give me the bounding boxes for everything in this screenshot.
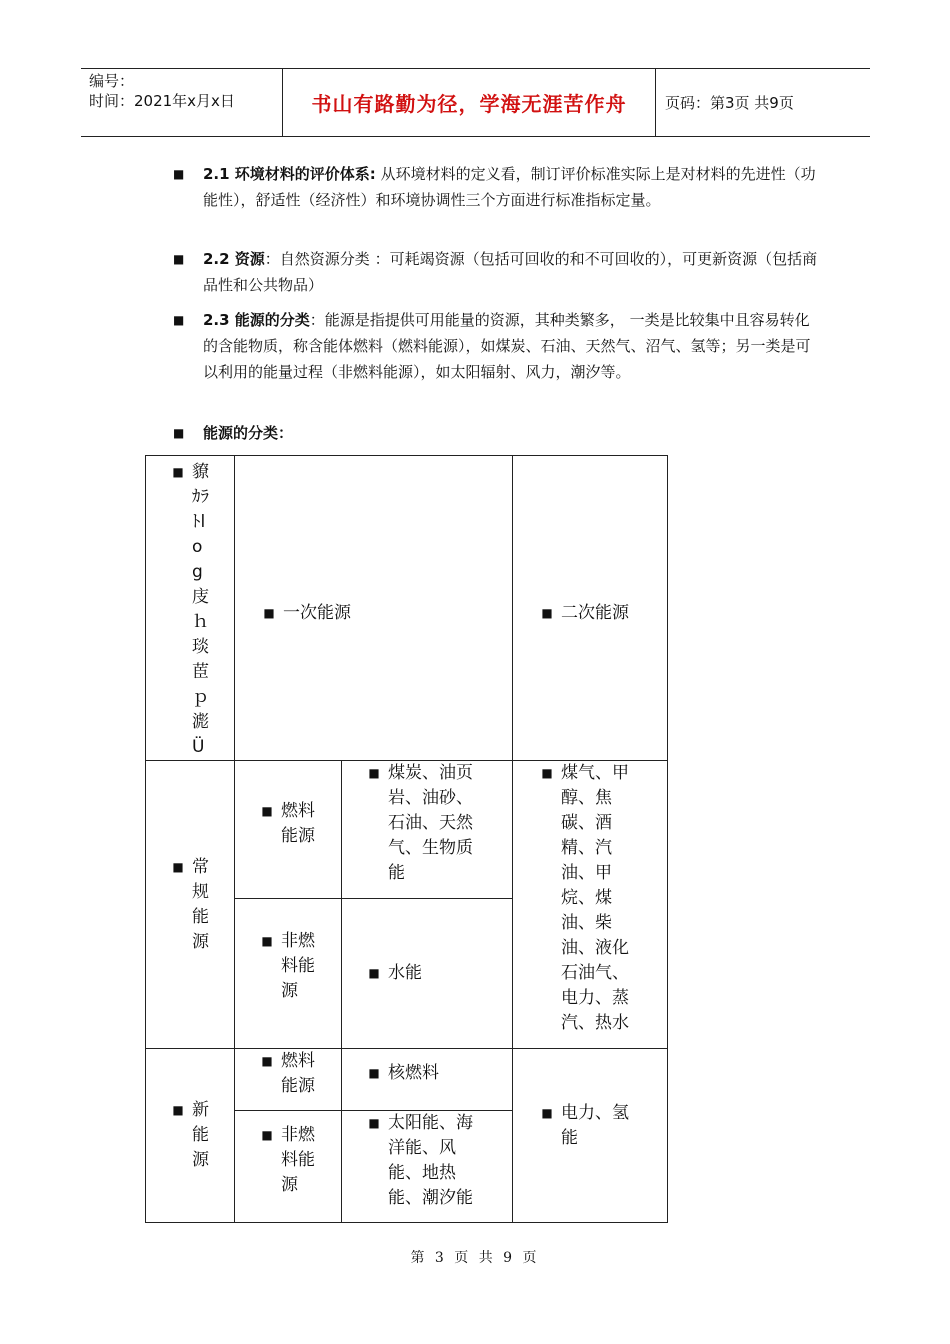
paragraph-title: 2.1 环境材料的评价体系:	[203, 165, 376, 183]
conventional-energy-label: 常规能源	[192, 856, 209, 952]
bullet-icon: ■	[368, 1116, 380, 1130]
nonfuel-energy-label: 非燃料能源	[281, 931, 315, 1001]
paragraph-title: 2.3 能源的分类	[203, 311, 310, 329]
new-secondary-examples: 电力、氢能	[561, 1102, 629, 1148]
nonfuel-energy-label: 非燃料能源	[281, 1125, 315, 1195]
bullet-icon: ■	[261, 934, 273, 948]
bullet-icon: ■	[368, 766, 380, 780]
paragraph-text: ：自然资源分类 ：可耗竭资源（包括可回收的和不可回收的），可更新资源（包括商品性和公共物品）	[203, 250, 818, 294]
bullet-icon: ■	[173, 313, 185, 327]
conv-nonfuel-cell	[235, 899, 342, 1049]
bullet-icon: ■	[173, 426, 185, 440]
document-time-label: 时间：2021年x月x日	[89, 92, 235, 110]
bullet-icon: ■	[541, 1105, 553, 1120]
conv-fuel-examples-cell	[342, 761, 513, 899]
conv-fuel-examples: 煤炭、油页岩、油砂、石油、天然气、生物质能	[388, 763, 473, 883]
new-energy-label: 新能源	[192, 1100, 209, 1170]
conv-secondary-examples: 煤气、甲醇、焦碳、酒精、汽油、甲烷、煤油、柴油、液化石油气、电力、蒸汽、热水	[561, 763, 629, 1033]
conventional-energy-cell	[146, 761, 235, 1049]
fuel-energy-label: 燃料能源	[281, 1051, 315, 1096]
bullet-icon: ■	[261, 804, 273, 818]
conv-nonfuel-examples-cell	[342, 899, 513, 1049]
table-row	[146, 761, 668, 899]
paragraph-energy-classification	[173, 420, 823, 446]
fuel-energy-label: 燃料能源	[281, 801, 315, 846]
secondary-energy-label: 二次能源	[561, 602, 629, 623]
bullet-icon: ■	[261, 1128, 273, 1142]
header-page-label: 页码：第3页 共9页	[665, 94, 794, 112]
bullet-icon: ■	[368, 1066, 380, 1080]
paragraph-2-2	[173, 246, 823, 298]
new-fuel-examples-cell	[342, 1049, 513, 1111]
paragraph-title: 能源的分类：	[203, 424, 294, 442]
bullet-icon: ■	[172, 1103, 184, 1117]
table-corner-cell	[146, 456, 235, 761]
bullet-icon: ■	[173, 167, 185, 181]
new-nonfuel-examples: 太阳能、海洋能、风能、地热能、潮汐能	[388, 1113, 473, 1208]
bullet-icon: ■	[173, 252, 185, 266]
new-fuel-examples: 核燃料	[388, 1063, 439, 1083]
table-row	[146, 1049, 668, 1111]
new-nonfuel-cell	[235, 1111, 342, 1223]
document-number-label: 编号：	[89, 72, 135, 90]
new-fuel-cell	[235, 1049, 342, 1111]
paragraph-text: ：能源是指提供可用能量的资源，其种类繁多， 一类是比较集中且容易转化的含能物质，称含能体燃料（燃料能源），如煤炭、石油、天然气、沼气、氢等；另一类是可以利用的能量过程（非燃料能源），如太阳辐射、风力，潮汐等。	[203, 311, 811, 381]
bullet-icon: ■	[172, 465, 184, 479]
bullet-icon: ■	[263, 605, 275, 620]
conv-nonfuel-examples: 水能	[388, 963, 422, 983]
paragraph-2-3	[173, 307, 823, 385]
paragraph-2-1	[173, 161, 823, 213]
page-header	[81, 68, 870, 137]
new-energy-cell	[146, 1049, 235, 1223]
bullet-icon: ■	[541, 605, 553, 620]
conv-secondary-cell	[513, 761, 668, 1049]
new-secondary-cell	[513, 1049, 668, 1223]
corner-garbled-text: 䝤ｶﾗﾄlog庋ｈ琰茞ｐ滮Ü	[192, 462, 209, 757]
secondary-energy-header	[513, 456, 668, 761]
primary-energy-label: 一次能源	[283, 602, 351, 623]
table-header-row	[146, 456, 668, 761]
paragraph-text: 从环境材料的定义看，制订评价标准实际上是对材料的先进性（功能性），舒适性（经济性）和环境协调性三个方面进行标准指标定量。	[203, 165, 816, 209]
primary-energy-header	[235, 456, 513, 761]
header-motto: 书山有路勤为径，学海无涯苦作舟	[282, 69, 656, 136]
bullet-icon: ■	[261, 1054, 273, 1068]
bullet-icon: ■	[172, 859, 184, 874]
bullet-icon: ■	[541, 766, 553, 780]
new-nonfuel-examples-cell	[342, 1111, 513, 1223]
header-meta	[89, 71, 279, 111]
conv-fuel-cell	[235, 761, 342, 899]
bullet-icon: ■	[368, 966, 380, 980]
paragraph-title: 2.2 资源	[203, 250, 265, 268]
page-footer: 第 3 页 共 9 页	[410, 1250, 540, 1266]
energy-classification-table	[145, 455, 668, 1223]
